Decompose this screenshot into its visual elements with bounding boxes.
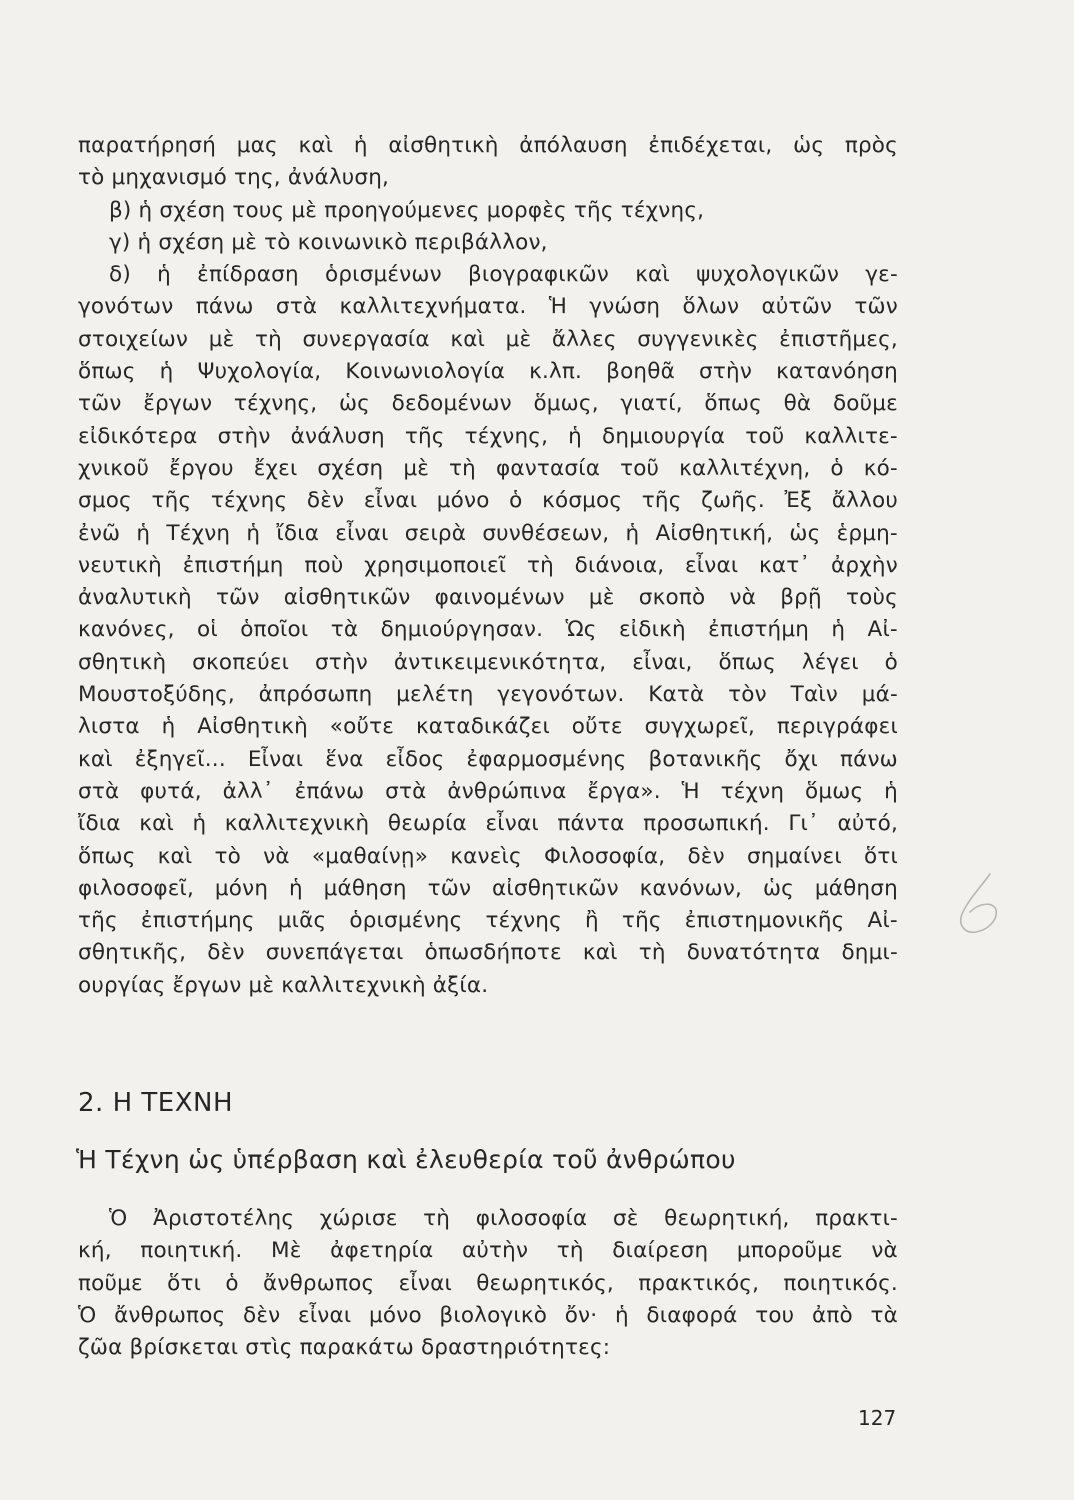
text-line: σθητικῆς, δὲν συνεπάγεται ὁπωσδήποτε καὶ τὴ δυνατότητα δημι- xyxy=(78,940,898,966)
body-text xyxy=(78,130,898,1002)
text-line: κανόνες, οἱ ὁποῖοι τὰ δημιούργησαν. Ὡς εἰδικὴ ἐπιστήμη ἡ Αἰ- xyxy=(78,617,898,643)
text-line: β) ἡ σχέση τους μὲ προηγούμενες μορφὲς τῆς τέχνης, xyxy=(109,197,705,223)
text-line: τῶν ἔργων τέχνης, ὡς δεδομένων ὅμως, γιατί, ὅπως θὰ δοῦμε xyxy=(78,391,898,417)
text-line: νευτικὴ ἐπιστήμη ποὺ χρησιμοποιεῖ τὴ διάνοια, εἶναι κατ᾽ ἀρχὴν xyxy=(78,552,898,578)
section-heading: 2. Η ΤΕΧΝΗ xyxy=(78,1088,234,1118)
text-line: ὅπως καὶ τὸ νὰ «μαθαίνῃ» κανεὶς Φιλοσοφία, δὲν σημαίνει ὅτι xyxy=(78,843,898,869)
text-line: Μουστοξύδης, ἀπρόσωπη μελέτη γεγονότων. Κατὰ τὸν Ταὶν μά- xyxy=(78,682,898,708)
subheading: Ἡ Τέχνη ὡς ὑπέρβαση καὶ ἐλευθερία τοῦ ἀνθρώπου xyxy=(76,1145,736,1174)
text-line: ποῦμε ὅτι ὁ ἄνθρωπος εἶναι θεωρητικός, πρακτικός, ποιητικός. xyxy=(78,1270,898,1296)
text-line: ἀναλυτικὴ τῶν αἰσθητικῶν φαινομένων μὲ σκοπὸ νὰ βρῇ τοὺς xyxy=(78,585,898,611)
text-line: τὸ μηχανισμό της, ἀνάλυση, xyxy=(78,165,390,191)
text-line: εἰδικότερα στὴν ἀνάλυση τῆς τέχνης, ἡ δημιουργία τοῦ καλλιτε- xyxy=(78,423,898,449)
text-line: ἐνῶ ἡ Τέχνη ἡ ἴδια εἶναι σειρὰ συνθέσεων, ἡ Αἰσθητική, ὡς ἑρμη- xyxy=(78,520,898,546)
text-line: ἴδια καὶ ἡ καλλιτεχνικὴ θεωρία εἶναι πάντα προσωπική. Γι᾽ αὐτό, xyxy=(78,811,898,837)
text-line: λιστα ἡ Αἰσθητικὴ «οὔτε καταδικάζει οὔτε συγχωρεῖ, περιγράφει xyxy=(78,714,898,740)
text-line: στοιχείων μὲ τὴ συνεργασία καὶ μὲ ἄλλες συγγενικὲς ἐπιστῆμες, xyxy=(78,326,898,352)
text-line: χνικοῦ ἔργου ἔχει σχέση μὲ τὴ φαντασία τοῦ καλλιτέχνη, ὁ κό- xyxy=(78,455,898,481)
text-line: καὶ ἐξηγεῖ... Εἶναι ἕνα εἶδος ἐφαρμοσμένης βοτανικῆς ὄχι πάνω xyxy=(78,746,898,772)
text-line: στὰ φυτά, ἀλλ᾽ ἐπάνω στὰ ἀνθρώπινα ἔργα». Ἡ τέχνη ὅμως ἡ xyxy=(78,778,898,804)
text-line: ζῶα βρίσκεται στὶς παρακάτω δραστηριότητες: xyxy=(78,1335,611,1361)
text-line: σθητικὴ σκοπεύει στὴν ἀντικειμενικότητα, εἶναι, ὅπως λέγει ὁ xyxy=(78,649,898,675)
text-line: ὅπως ἡ Ψυχολογία, Κοινωνιολογία κ.λπ. βοηθᾶ στὴν κατανόηση xyxy=(78,359,898,385)
text-line: κή, ποιητική. Μὲ ἀφετηρία αὐτὴν τὴ διαίρεση μποροῦμε νὰ xyxy=(78,1238,898,1264)
text-line: σμος τῆς τέχνης δὲν εἶναι μόνο ὁ κόσμος τῆς ζωῆς. Ἐξ ἄλλου xyxy=(78,488,898,514)
text-line: Ὁ ἄνθρωπος δὲν εἶναι μόνο βιολογικὸ ὄν· ἡ διαφορά του ἀπὸ τὰ xyxy=(78,1302,898,1328)
text-line: Ὁ Ἀριστοτέλης χώρισε τὴ φιλοσοφία σὲ θεωρητική, πρακτι- xyxy=(109,1206,898,1231)
text-line: δ) ἡ ἐπίδραση ὁρισμένων βιογραφικῶν καὶ ψυχολογικῶν γε- xyxy=(109,262,898,288)
text-line: παρατήρησή μας καὶ ἡ αἰσθητικὴ ἀπόλαυση ἐπιδέχεται, ὡς πρὸς xyxy=(78,133,898,158)
text-line: τῆς ἐπιστήμης μιᾶς ὁρισμένης τέχνης ἢ τῆς ἐπιστημονικῆς Αἰ- xyxy=(78,908,898,934)
text-line: φιλοσοφεῖ, μόνη ἡ μάθηση τῶν αἰσθητικῶν κανόνων, ὡς μάθηση xyxy=(78,875,898,901)
text-line: γονότων πάνω στὰ καλλιτεχνήματα. Ἡ γνώση ὅλων αὐτῶν τῶν xyxy=(78,294,898,320)
pencil-annotation-mark xyxy=(950,870,1010,940)
text-line: γ) ἡ σχέση μὲ τὸ κοινωνικὸ περιβάλλον, xyxy=(109,229,548,255)
text-line: ουργίας ἔργων μὲ καλλιτεχνικὴ ἀξία. xyxy=(78,972,489,998)
body-text-section-2 xyxy=(78,1203,898,1364)
page-number: 127 xyxy=(858,1406,897,1430)
